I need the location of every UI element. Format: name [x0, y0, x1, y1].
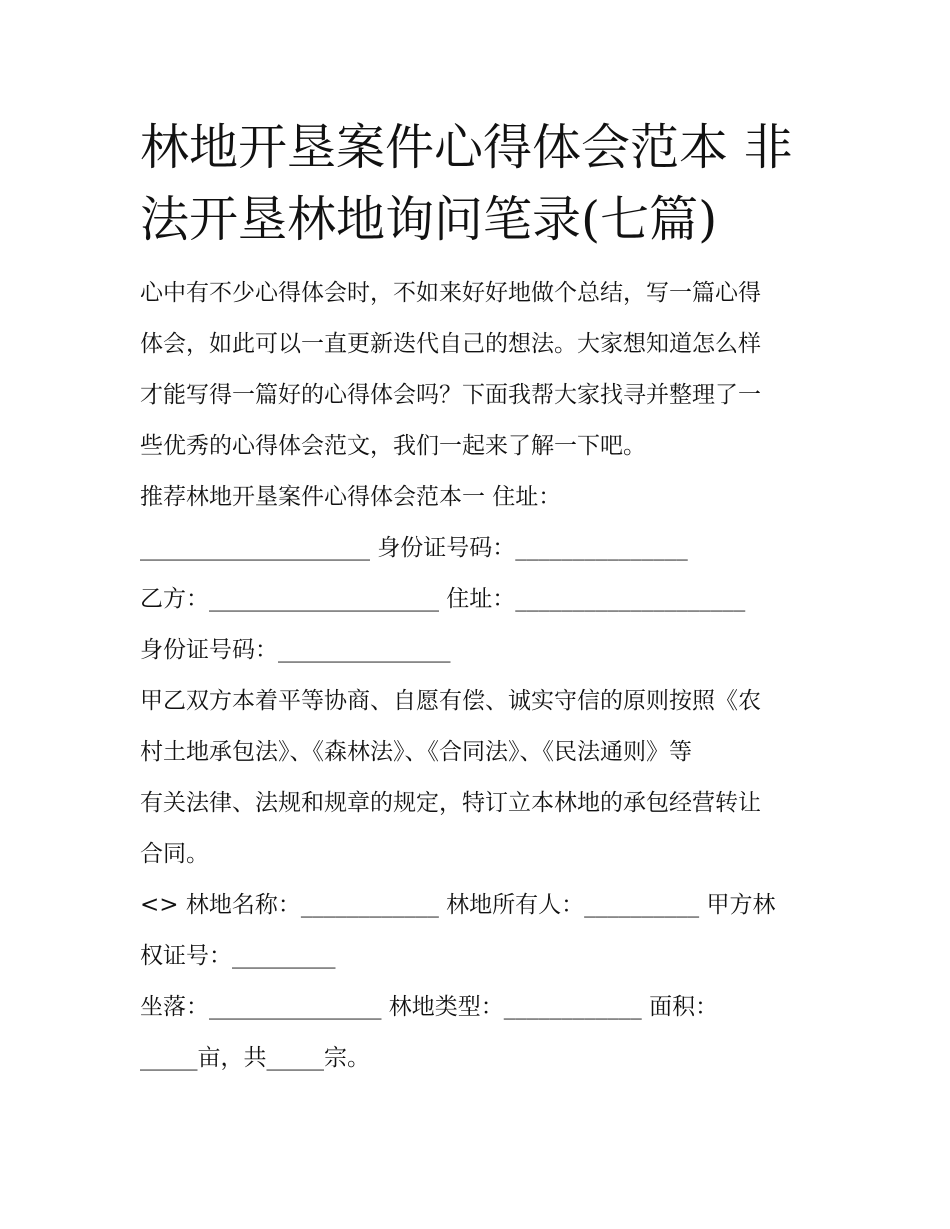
- body-line: 甲乙双方本着平等协商、自愿有偿、诚实守信的原则按照《农: [140, 688, 761, 714]
- title-line-1: 林地开垦案件心得体会范本 非: [140, 119, 793, 176]
- body-line: 才能写得一篇好的心得体会吗？下面我帮大家找寻并整理了一: [140, 382, 761, 408]
- document-title: [140, 112, 820, 256]
- body-line: 体会，如此可以一直更新迭代自己的想法。大家想知道怎么样: [140, 331, 761, 357]
- body-line: 心中有不少心得体会时，不如来好好地做个总结，写一篇心得: [140, 280, 761, 306]
- form-line-forest-name: <> 林地名称：____________ 林地所有人：__________ 甲方林: [140, 892, 776, 918]
- body-line: 村土地承包法》、《森林法》、《合同法》、《民法通则》等: [140, 739, 692, 765]
- body-line: 合同。: [140, 841, 209, 867]
- form-line-location: 坐落：_______________ 林地类型：____________ 面积：: [140, 994, 719, 1020]
- document-page: [140, 112, 820, 1084]
- form-line-cert-number: 权证号：_________: [140, 943, 336, 969]
- form-line-address-id: ____________________ 身份证号码：_______________: [140, 535, 688, 561]
- body-line: 推荐林地开垦案件心得体会范本一 住址：: [140, 484, 562, 510]
- title-line-2: 法开垦林地询问笔录(七篇): [140, 191, 718, 248]
- form-line-id-number: 身份证号码：_______________: [140, 637, 451, 663]
- body-line: 些优秀的心得体会范文，我们一起来了解一下吧。: [140, 433, 646, 459]
- body-line: 有关法律、法规和规章的规定，特订立本林地的承包经营转让: [140, 790, 761, 816]
- document-body: [140, 268, 820, 1084]
- form-line-party-b: 乙方：____________________ 住址：____________________: [140, 586, 746, 612]
- form-line-area: _____亩，共_____宗。: [140, 1045, 370, 1071]
